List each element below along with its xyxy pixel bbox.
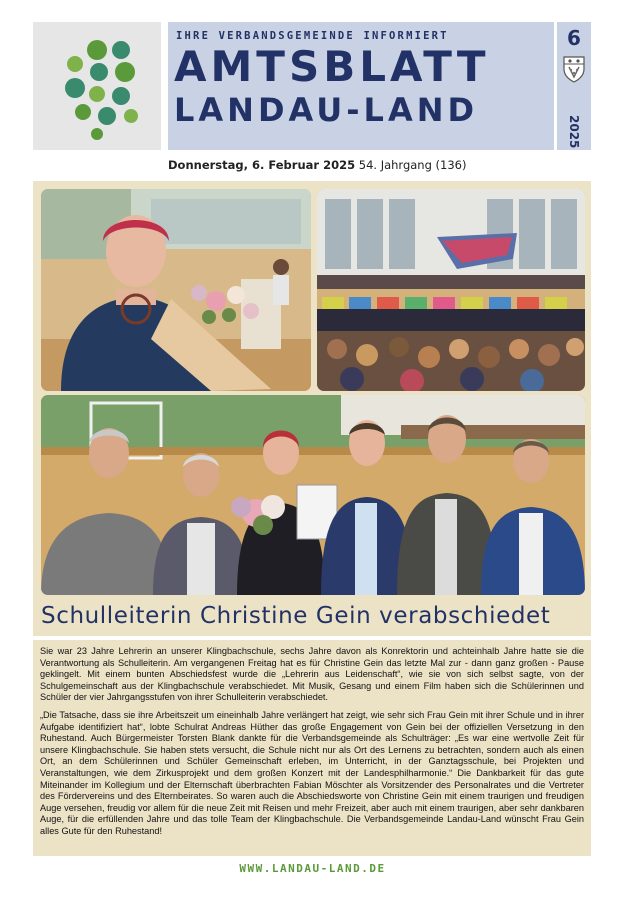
dateline — [168, 158, 466, 172]
masthead-subtitle: LANDAU-LAND — [174, 91, 479, 129]
dot-cluster-logo-icon — [33, 22, 161, 150]
photo-portrait-with-bouquet — [41, 189, 311, 391]
issue-date: Donnerstag, 6. Februar 2025 — [168, 158, 356, 172]
photo-students-on-stage — [317, 189, 585, 391]
logo-box — [33, 22, 161, 150]
issue-panel — [557, 22, 591, 150]
photo-group — [41, 395, 585, 595]
article-paragraph-1: Sie war 23 Jahre Lehrerin an unserer Klingbachschule, sechs Jahre davon als Konrektorin und achteinhalb Jahre hatte sie die Verantwortung als Schulleiterin. Am vergangenen Freitag hat es für Christine Gein das letzte Mal zur - dann ganz großen - Pause geklingelt. Mit einem bunten Abschiedsfest wurde die „Lehrerin aus Leidenschaft“, wie sie von sich selbst sagte, von der Schulgemeinschaft aus der Klingbachschule verabschiedet. Mit Musik, Gesang und einem Film haben sich die Schülerinnen und Schüler der vier Jahrgangsstufen von ihrer Schulleiterin verabschiedet. — [40, 646, 584, 703]
issue-year: 2025 — [567, 115, 581, 149]
masthead-title-panel — [168, 22, 554, 150]
coat-of-arms-icon — [562, 55, 586, 83]
issue-number: 6 — [567, 26, 581, 50]
article-body — [33, 640, 591, 856]
masthead-kicker: IHRE VERBANDSGEMEINDE INFORMIERT — [176, 30, 449, 42]
article-paragraph-2: „Die Tatsache, dass sie ihre Arbeitszeit um eineinhalb Jahre verlängert hat zeigt, wie sehr sich Frau Gein mit ihrer Schule und in ihrer Aufgabe identifiziert hat“, lobte Schulrat Andreas Hüther das große Engagement von Gein bei der offiziellen Versetzung in den Ruhestand. Auch Bürgermeister Torsten Blank dankte für die Verbandsgemeinde als Schulträger: „Es war eine wertvolle Zeit für unsere Klingbachschule. Sie haben stets versucht, die Schule nicht nur als Ort des Lernens zu betrachten, sondern auch als einen Ort, an dem Schülerinnen und Schüler Gemeinschaft erleben, im Unterricht, in der Ganztagsschule, bei Projekten und Veranstaltungen, wie dem Zirkusprojekt und dem großen Konzert mit der Landesphilharmonie.“ Die Dankbarkeit für das gute Miteinander im Kollegium und der Elternschaft überbrachten Fabian Möschter als Vorsitzender des Personalrates und die Vertreter des Fördervereins und des Elternbeirates. So waren auch die Abschiedsworte von Christine Gein mit einem traurigen und freudigen Auge versehen, freudig vor allem für die neue Zeit mit Reisen und mehr Freizeit, aber auch mit einem traurigen, aber sehr dankbaren Auge, für die erfüllenden Jahre und das tolle Team der Klingbachschule. Die Verbandsgemeinde Landau-Land wünscht Frau Gein alles Gute für den Ruhestand! — [40, 709, 584, 836]
article-headline: Schulleiterin Christine Gein verabschiedet — [41, 603, 551, 629]
headline-panel — [33, 600, 591, 636]
issue-volume: 54. Jahrgang (136) — [358, 158, 467, 172]
masthead-title: AMTSBLATT — [174, 42, 490, 91]
footer-website-link[interactable]: WWW.LANDAU-LAND.DE — [239, 862, 386, 875]
